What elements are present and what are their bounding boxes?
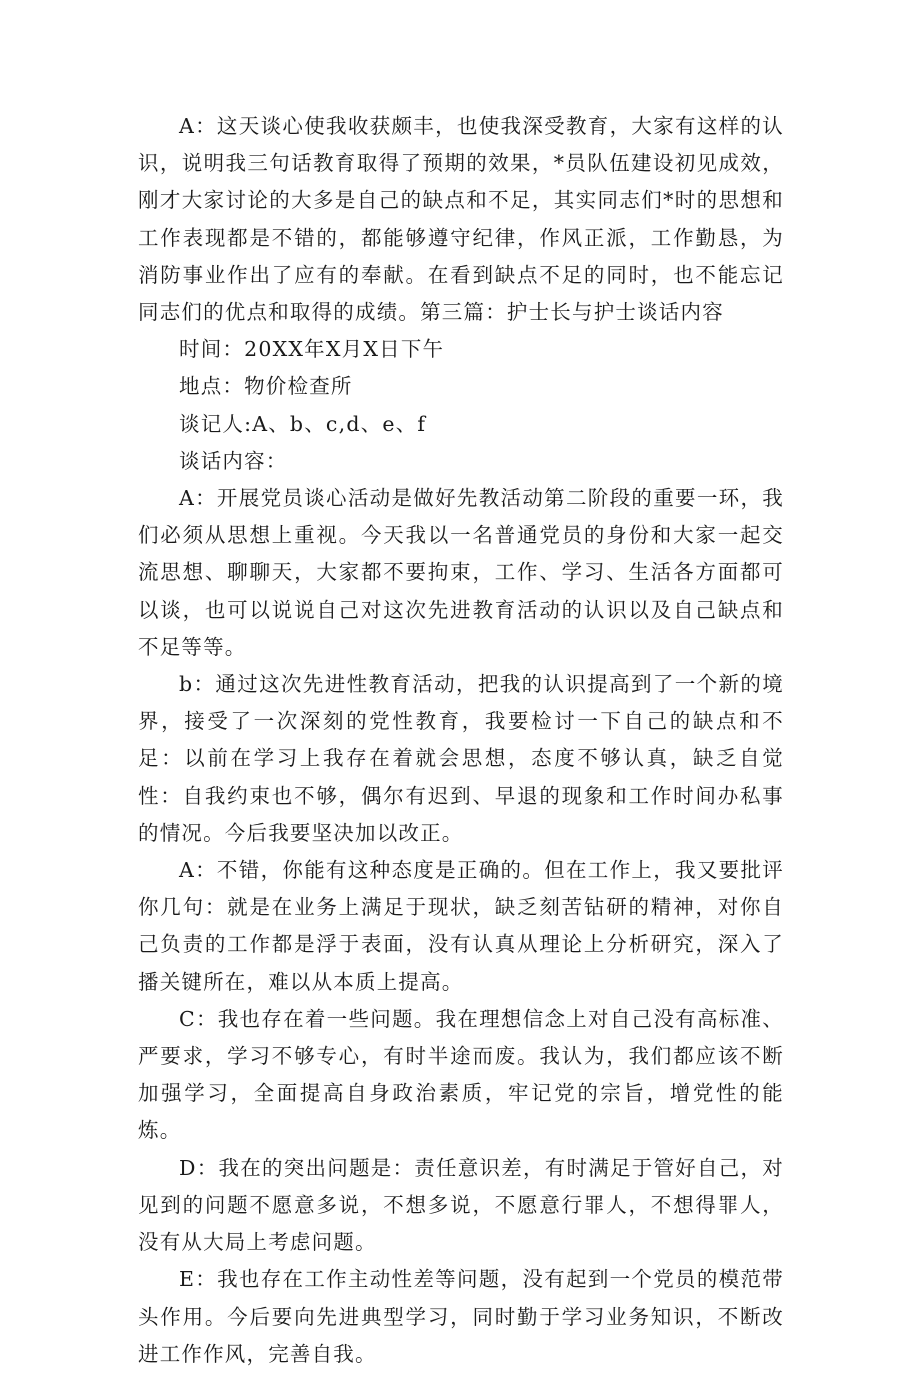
paragraph-speaker-a-response: A：不错，你能有这种态度是正确的。但在工作上，我又要批评你几句：就是在业务上满足于现状，缺乏刻苦钻研的精神，对你自己负责的工作都是浮于表面，没有认真从理论上分析研究，深入了播关键所在，难以从本质上提高。 [138,858,784,994]
meeting-time: 时间：20XX年X月X日下午 [179,337,445,362]
paragraph-speaker-c: C：我也存在着一些问题。我在理想信念上对自己没有高标准、严要求，学习不够专心，有时半途而废。我认为，我们都应该不断加强学习，全面提高自身政治素质，牢记党的宗旨，增党性的能炼。 [138,1006,784,1143]
meeting-participants: 谈记人:A、b、c,d、e、f [179,411,427,436]
paragraph-speaker-e: E：我也存在工作主动性差等问题，没有起到一个党员的模范带头作用。今后要向先进典型学习，同时勤于学习业务知识，不断改进工作作风，完善自我。 [138,1267,784,1366]
paragraph-closing-remarks: A：这天谈心使我收获颇丰，也使我深受教育，大家有这样的认识，说明我三句话教育取得了预期的效果，*员队伍建设初见成效，刚才大家讨论的大多是自己的缺点和不足，其实同志们*时的思想和工作表现都是不错的，都能够遵守纪律，作风正派，工作勤恳，为消防事业作出了应有的奉献。在看到缺点不足的同时，也不能忘记同志们的优点和取得的成绩。第三篇：护士长与护士谈话内容 [138,114,784,325]
paragraph-speaker-d: D：我在的突出问题是：责任意识差，有时满足于管好自己，对见到的问题不愿意多说，不想多说，不愿意行罪人，不想得罪人，没有从大局上考虑问题。 [138,1155,784,1255]
paragraph-speaker-a-opening: A：开展党员谈心活动是做好先教活动第二阶段的重要一环，我们必须从思想上重视。今天我以一名普通党员的身份和大家一起交流思想、聊聊天，大家都不要拘束，工作、学习、生活各方面都可以谈，也可以说说自己对这次先进教育活动的认识以及自己缺点和不足等等。 [138,486,784,659]
document-page [138,108,784,1373]
meeting-content-heading: 谈话内容： [179,448,288,473]
meeting-location: 地点：物价检查所 [179,374,353,399]
paragraph-speaker-b: b：通过这次先进性教育活动，把我的认识提高到了一个新的境界，接受了一次深刻的党性教育，我要检讨一下自己的缺点和不足：以前在学习上我存在着就会思想，态度不够认真，缺乏自觉性：自我约束也不够，偶尔有迟到、早退的现象和工作时间办私事的情况。今后我要坚决加以改正。 [138,672,784,845]
